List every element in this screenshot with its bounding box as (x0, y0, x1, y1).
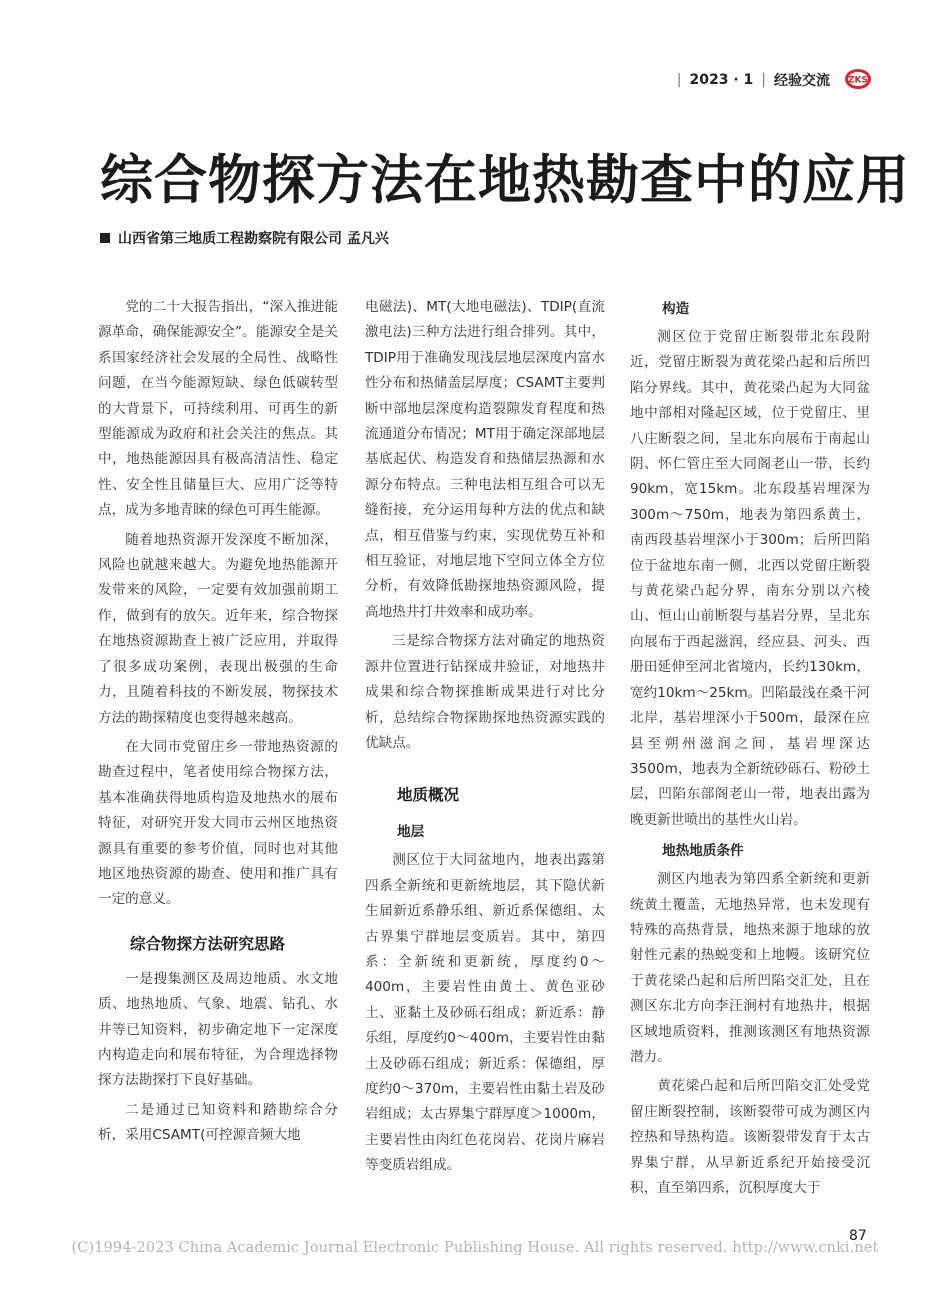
paragraph: 三是综合物探方法对确定的地热资源井位置进行钻探成井验证，对地热井成果和综合物探推断成果进行对比分析，总结综合物探勘探地热资源实践的优缺点。 (365, 633, 605, 751)
paragraph: 黄花梁凸起和后所凹陷交汇处受党留庄断裂控制，该断裂带可成为测区内控热和导热构造。该断裂带发育于太古界集宁群，从早新近系纪开始接受沉积，直至第四系，沉积厚度大于 (630, 1078, 870, 1196)
article-title: 综合物探方法在地热勘查中的应用 (100, 149, 910, 211)
section-heading: 地质概况 (397, 786, 460, 805)
section-name: 经验交流 (774, 73, 830, 89)
column-2 (365, 295, 605, 1179)
header-divider: | (676, 72, 682, 88)
subsection-heading: 地热地质条件 (662, 843, 744, 860)
paragraph: 一是搜集测区及周边地质、水文地质、地热地质、气象、地震、钻孔、水井等已知资料，初步确定地下一定深度内构造走向和展布特征，为合理选择物探方法勘探打下良好基础。 (98, 970, 338, 1089)
paragraph: 党的二十大报告指出，“深入推进能源革命，确保能源安全”。能源安全是关系国家经济社会发展的全局性、战略性问题，在当今能源短缺、绿色低碳转型的大背景下，可持续利用、可再生的新型能源成为政府和社会关注的焦点。其中，地热能源因具有极高清洁性、稳定性、安全性且储量巨大、应用广泛等特点，成为多地青睐的绿色可再生能源。 (98, 299, 338, 519)
paragraph: 测区位于党留庄断裂带北东段附近，党留庄断裂为黄花梁凸起和后所凹陷分界线。其中，黄花梁凸起为大同盆地中部相对隆起区域，位于党留庄、里八庄断裂之间，呈北东向展布于南起山阴、怀仁管庄至大同阁老山一带，长约90km，宽15km。北东段基岩埋深为300m～750m，地表为第四系黄土，南西段基岩埋深小于300m；后所凹陷位于盆地东南一侧，北西以党留庄断裂与黄花梁凸起分界，南东分别以六棱山、恒山山前断裂与基岩分界，呈北东向展布于西起滋润，经应县、河头、西册田延伸至河北省境内，长约130km，宽约10km～25km。凹陷最浅在桑干河北岸，基岩埋深小于500m，最深在应县至朔州滋润之间，基岩埋深达3500m，地表为全新统砂砾石、粉砂土层，凹陷东部阁老山一带，地表出露为晚更新世喷出的基性火山岩。 (630, 329, 870, 828)
paragraph: 随着地热资源开发深度不断加深，风险也就越来越大。为避免地热能源开发带来的风险，一定要有效加强前期工作，做到有的放矢。近年来，综合物探在地热资源勘查上被广泛应用，并取得了很多成功案例，表现出极强的生命力，且随着科技的不断发展，物探技术方法的勘探精度也变得越来越高。 (98, 531, 338, 726)
paragraph: 二是通过已知资料和踏勘综合分析，采用CSAMT(可控源音频大地 (98, 1101, 338, 1144)
author-line (100, 228, 389, 248)
column-3 (630, 295, 870, 1201)
copyright-footer: (C)1994-2023 China Academic Journal Electronic Publishing House. All rights reserved. http://www.cnki.net (71, 1240, 879, 1256)
subsection-heading: 地层 (397, 824, 425, 841)
paragraph: 在大同市党留庄乡一带地热资源的勘查过程中，笔者使用综合物探方法，基本准确获得地质构造及地热水的展布特征，对研究开发大同市云州区地热资源具有重要的参考价值，同时也对其他地区地热资源的勘查、使用和推广具有一定的意义。 (98, 738, 338, 908)
page-number: 87 (849, 1228, 867, 1244)
journal-logo (844, 68, 872, 90)
paragraph: 测区内地表为第四系全新统和更新统黄土覆盖，无地热异常，也未发现有特殊的高热背景，地热来源于地球的放射性元素的热蜕变和上地幔。该研究位于黄花梁凸起和后所凹陷交汇处，且在测区东北方向李汪涧村有地热井，根据区域地质资料，推测该测区有地热资源潜力。 (630, 871, 870, 1065)
logo-text: ZKS (848, 75, 868, 86)
issue-number: 2023 · 1 (689, 72, 754, 88)
running-header (677, 66, 830, 94)
subsection-heading: 构造 (662, 301, 690, 317)
paragraph: 电磁法)、MT(大地电磁法)、TDIP(直流激电法)三种方法进行组合排列。其中，TDIP用于准确发现浅层地层深度内富水性分布和热储盖层厚度；CSAMT主要判断中部地层深度构造裂隙发育程度和热流通道分布情况；MT用于确定深部地层基底起伏、构造发育和热储层热源和水源分布特点。三种电法相互组合可以无缝衔接，充分运用每种方法的优点和缺点，相互借鉴与约束，实现优势互补和相互验证，对地层地下空间立体全方位分析，有效降低勘探地热资源风险，提高地热井打井效率和成功率。 (365, 299, 605, 620)
paragraph: 测区位于大同盆地内，地表出露第四系全新统和更新统地层，其下隐伏新生届新近系静乐组、新近系保德组、太古界集宁群地层变质岩。其中，第四系：全新统和更新统，厚度约0～400m，主要岩性由黄土、黄色亚砂土、亚黏土及砂砾石组成；新近系：静乐组，厚度约0～400m，主要岩性由黏土及砂砾石组成；新近系：保德组，厚度约0～370m，主要岩性由黏土岩及砂岩组成；太古界集宁群厚度＞1000m，主要岩性由肉红色花岗岩、花岗片麻岩等变质岩组成。 (365, 852, 605, 1174)
author-text: 山西省第三地质工程勘察院有限公司 孟凡兴 (118, 231, 389, 247)
column-1 (98, 295, 338, 1149)
bullet-square-icon (100, 233, 110, 243)
section-heading: 综合物探方法研究思路 (130, 934, 286, 953)
header-divider: | (761, 72, 766, 88)
